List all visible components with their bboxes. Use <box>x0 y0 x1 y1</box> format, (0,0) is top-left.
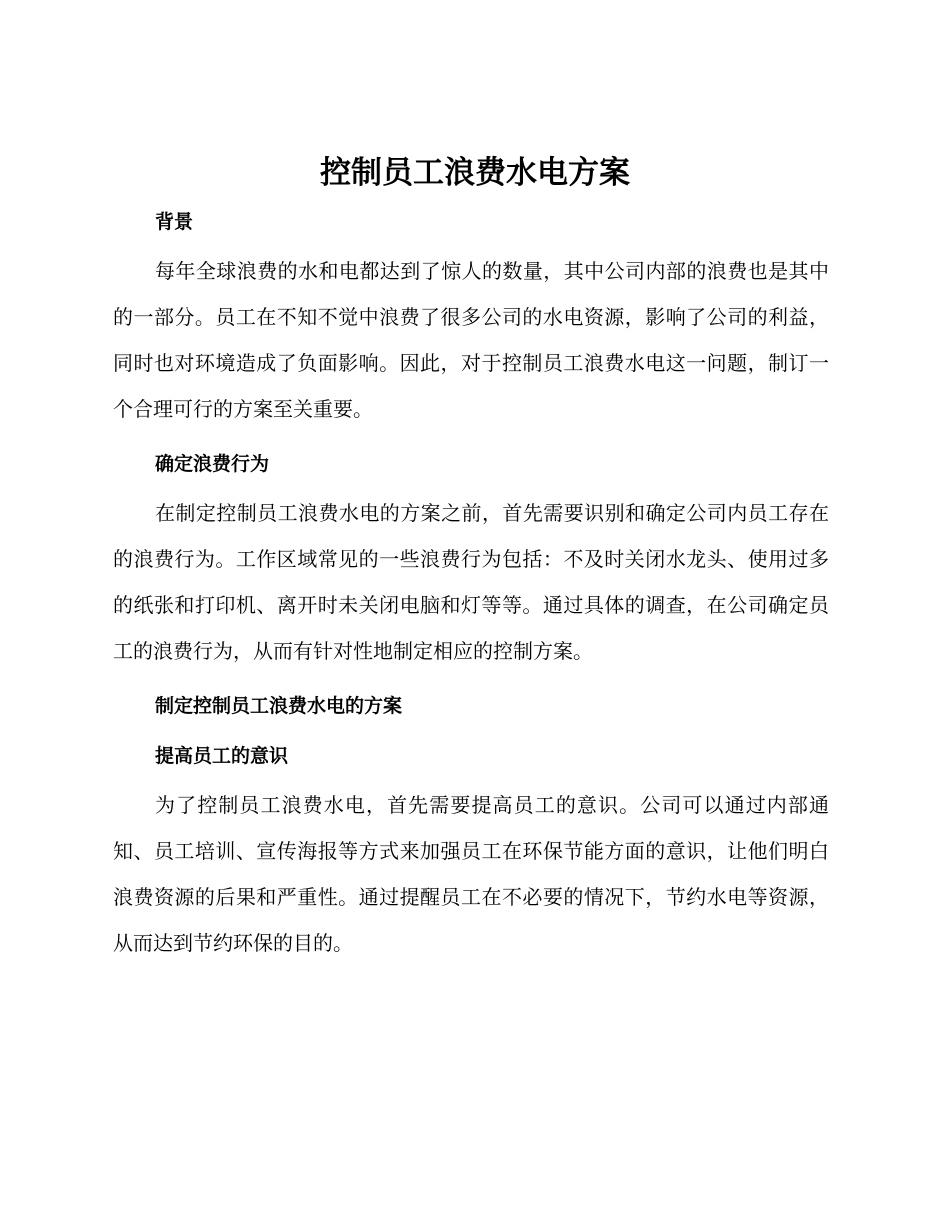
document-title: 控制员工浪费水电方案 <box>320 155 630 191</box>
section-paragraph-identify: 在制定控制员工浪费水电的方案之前，首先需要识别和确定公司内员工存在的浪费行为。工作区域常见的一些浪费行为包括：不及时关闭水龙头、使用过多的纸张和打印机、离开时未关闭电脑和灯等等。通过具体的调查，在公司确定员工的浪费行为，从而有针对性地制定相应的控制方案。 <box>113 501 829 663</box>
section-paragraph-background: 每年全球浪费的水和电都达到了惊人的数量，其中公司内部的浪费也是其中的一部分。员工在不知不觉中浪费了很多公司的水电资源，影响了公司的利益，同时也对环境造成了负面影响。因此，对于控制员工浪费水电这一问题，制订一个合理可行的方案至关重要。 <box>113 259 829 421</box>
section-heading-identify: 确定浪费行为 <box>155 453 270 475</box>
document-body <box>113 200 829 966</box>
section-heading-background: 背景 <box>155 211 194 233</box>
section-paragraph-awareness: 为了控制员工浪费水电，首先需要提高员工的意识。公司可以通过内部通知、员工培训、宣传海报等方式来加强员工在环保节能方面的意识，让他们明白浪费资源的后果和严重性。通过提醒员工在不必要的情况下，节约水电等资源，从而达到节约环保的目的。 <box>113 793 829 955</box>
section-heading-awareness: 提高员工的意识 <box>155 745 289 767</box>
section-heading-plan: 制定控制员工浪费水电的方案 <box>155 695 403 717</box>
